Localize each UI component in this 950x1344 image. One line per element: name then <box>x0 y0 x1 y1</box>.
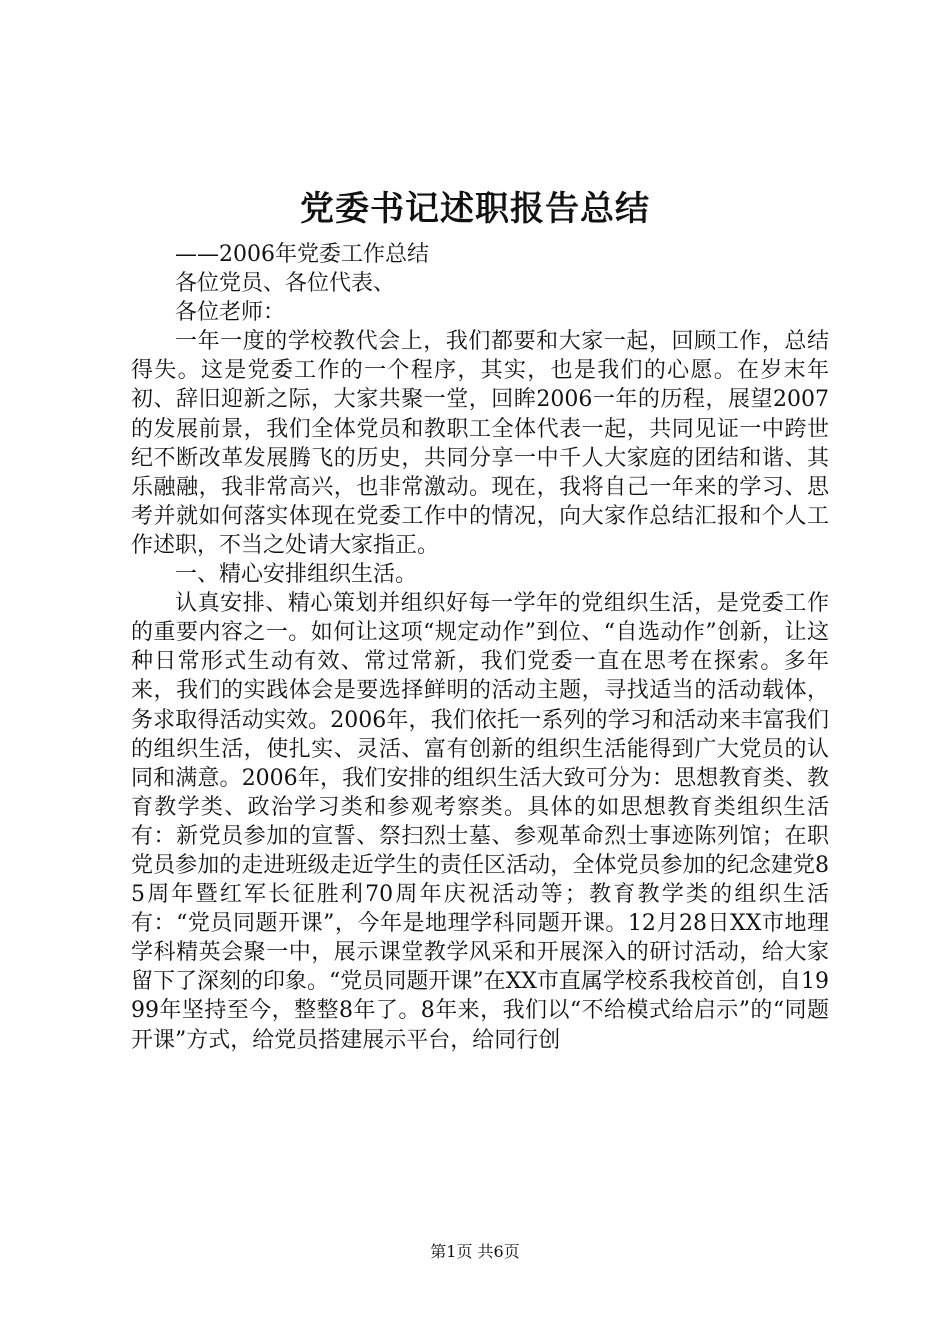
section-1-paragraph: 认真安排、精心策划并组织好每一学年的党组织生活，是党委工作的重要内容之一。如何让这项“规定动作”到位、“自选动作”创新，让这种日常形式生动有效、常过常新，我们党委一直在思考在探索。多年来，我们的实践体会是要选择鲜明的活动主题，寻找适当的活动载体，务求取得活动实效。2006年，我们依托一系列的学习和活动来丰富我们的组织生活，使扎实、灵活、富有创新的组织生活能得到广大党员的认同和满意。2006年，我们安排的组织生活大致可分为：思想教育类、教育教学类、政治学习类和参观考察类。具体的如思想教育类组织生活有：新党员参加的宣誓、祭扫烈士墓、参观革命烈士事迹陈列馆；在职党员参加的走进班级走近学生的责任区活动，全体党员参加的纪念建党85周年暨红军长征胜利70周年庆祝活动等；教育教学类的组织生活有：“党员同题开课”，今年是地理学科同题开课。12月28日XX市地理学科精英会聚一中，展示课堂教学风采和开展深入的研讨活动，给大家留下了深刻的印象。“党员同题开课”在XX市直属学校系我校首创，自1999年坚持至今，整整8年了。8年来，我们以“不给模式给启示”的“同题开课”方式，给党员搭建展示平台，给同行创 <box>131 591 829 1053</box>
page-footer: 第1页 共6页 <box>430 1242 520 1261</box>
salutation-line-2: 各位老师： <box>175 300 286 326</box>
subtitle-paragraph: ——2006年党委工作总结 <box>175 242 429 267</box>
document-title: 党委书记述职报告总结 <box>300 189 650 229</box>
intro-paragraph: 一年一度的学校教代会上，我们都要和大家一起，回顾工作，总结得失。这是党委工作的一个程序，其实，也是我们的心愿。在岁末年初、辞旧迎新之际，大家共聚一堂，回眸2006一年的历程，展望2007的发展前景，我们全体党员和教职工全体代表一起，共同见证一中跨世纪不断改革发展腾飞的历史，共同分享一中千人大家庭的团结和谐、其乐融融，我非常高兴，也非常激动。现在，我将自己一年来的学习、思考并就如何落实体现在党委工作中的情况，向大家作总结汇报和个人工作述职，不当之处请大家指正。 <box>131 329 829 558</box>
document-body <box>131 240 829 1055</box>
section-heading-1: 一、精心安排组织生活。 <box>175 562 418 588</box>
salutation-line-1: 各位党员、各位代表、 <box>175 271 396 297</box>
